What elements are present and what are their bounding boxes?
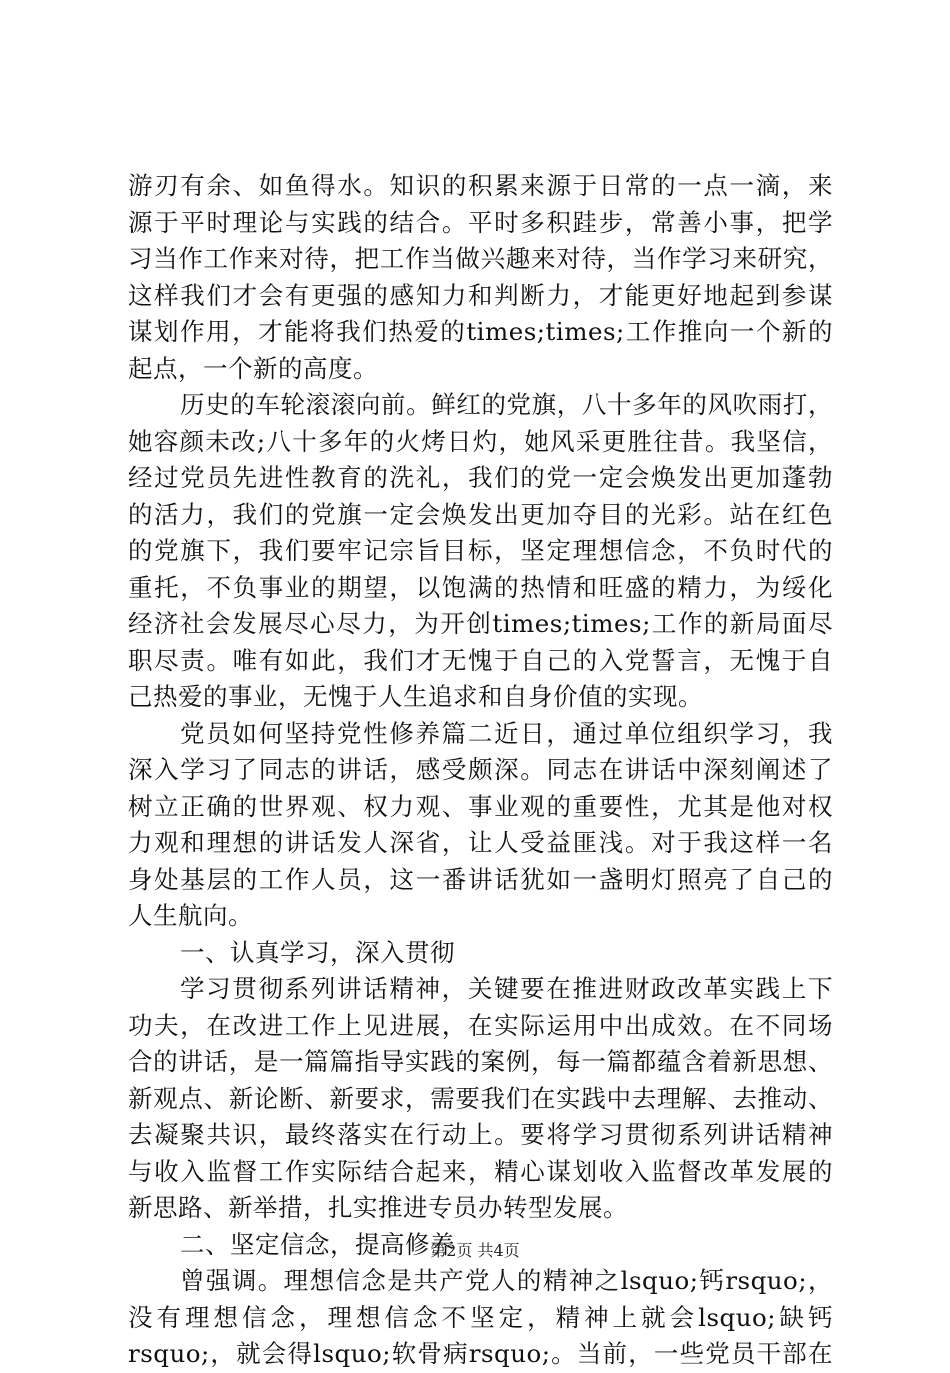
paragraph-start-line: 历史的车轮滚滚向前。鲜红的党旗，八十多年的风吹雨打，	[180, 390, 833, 419]
text-line: 树立正确的世界观、权力观、事业观的重要性，尤其是他对权	[128, 791, 833, 821]
text-line: rsquo;，就会得lsquo;软骨病rsquo;。当前，一些党员干部在	[128, 1339, 833, 1368]
text-line: 起点，一个新的高度。	[128, 353, 378, 383]
text-line: 重托，不负事业的期望，以饱满的热情和旺盛的精力，为绥化	[128, 572, 833, 602]
text-line: 合的讲话，是一篇篇指导实践的案例，每一篇都蕴含着新思想、	[128, 1047, 833, 1076]
text-line: 人生航向。	[128, 901, 253, 930]
text-line: 新观点、新论断、新要求，需要我们在实践中去理解、去推动、	[128, 1083, 833, 1113]
text-line: 经过党员先进性教育的洗礼，我们的党一定会焕发出更加蓬勃	[128, 463, 833, 492]
section-heading: 二、坚定信念，提高修养	[180, 1229, 455, 1259]
page-footer: 第2页 共4页	[430, 1241, 520, 1260]
text-line: 这样我们才会有更强的感知力和判断力，才能更好地起到参谋	[128, 280, 833, 310]
paragraph-start-line: 党员如何坚持党性修养篇二近日，通过单位组织学习，我	[180, 718, 833, 748]
text-line: 新思路、新举措，扎实推进专员办转型发展。	[128, 1193, 628, 1222]
text-line: 经济社会发展尽心尽力，为开创times;times;工作的新局面尽	[128, 609, 833, 638]
text-line: 功夫，在改进工作上见进展，在实际运用中出成效。在不同场	[128, 1010, 833, 1040]
text-line: 源于平时理论与实践的结合。平时多积跬步，常善小事，把学	[128, 207, 833, 237]
text-line: 她容颜未改;八十多年的火烤日灼，她风采更胜往昔。我坚信，	[128, 426, 833, 456]
text-line: 职尽责。唯有如此，我们才无愧于自己的入党誓言，无愧于自	[128, 645, 833, 675]
section-heading: 一、认真学习，深入贯彻	[180, 937, 455, 967]
text-line: 的党旗下，我们要牢记宗旨目标，坚定理想信念，不负时代的	[128, 536, 833, 565]
text-line: 游刃有余、如鱼得水。知识的积累来源于日常的一点一滴，来	[128, 171, 833, 200]
text-line: 去凝聚共识，最终落实在行动上。要将学习贯彻系列讲话精神	[128, 1120, 833, 1149]
paragraph-start-line: 曾强调。理想信念是共产党人的精神之lsquo;钙rsquo;，	[180, 1266, 833, 1295]
text-line: 的活力，我们的党旗一定会焕发出更加夺目的光彩。站在红色	[128, 499, 833, 529]
text-line: 习当作工作来对待，把工作当做兴趣来对待，当作学习来研究，	[128, 244, 833, 273]
text-line: 身处基层的工作人员，这一番讲话犹如一盏明灯照亮了自己的	[128, 864, 833, 894]
text-line: 谋划作用，才能将我们热爱的times;times;工作推向一个新的	[128, 317, 833, 346]
paragraph-start-line: 学习贯彻系列讲话精神，关键要在推进财政改革实践上下	[180, 974, 833, 1003]
text-line: 力观和理想的讲话发人深省，让人受益匪浅。对于我这样一名	[128, 828, 833, 857]
text-line: 深入学习了同志的讲话，感受颇深。同志在讲话中深刻阐述了	[128, 755, 833, 784]
text-line: 己热爱的事业，无愧于人生追求和自身价值的实现。	[128, 682, 703, 711]
document-body	[128, 168, 833, 1373]
text-line: 与收入监督工作实际结合起来，精心谋划收入监督改革发展的	[128, 1156, 833, 1186]
text-line: 没有理想信念，理想信念不坚定，精神上就会lsquo;缺钙	[128, 1302, 833, 1332]
